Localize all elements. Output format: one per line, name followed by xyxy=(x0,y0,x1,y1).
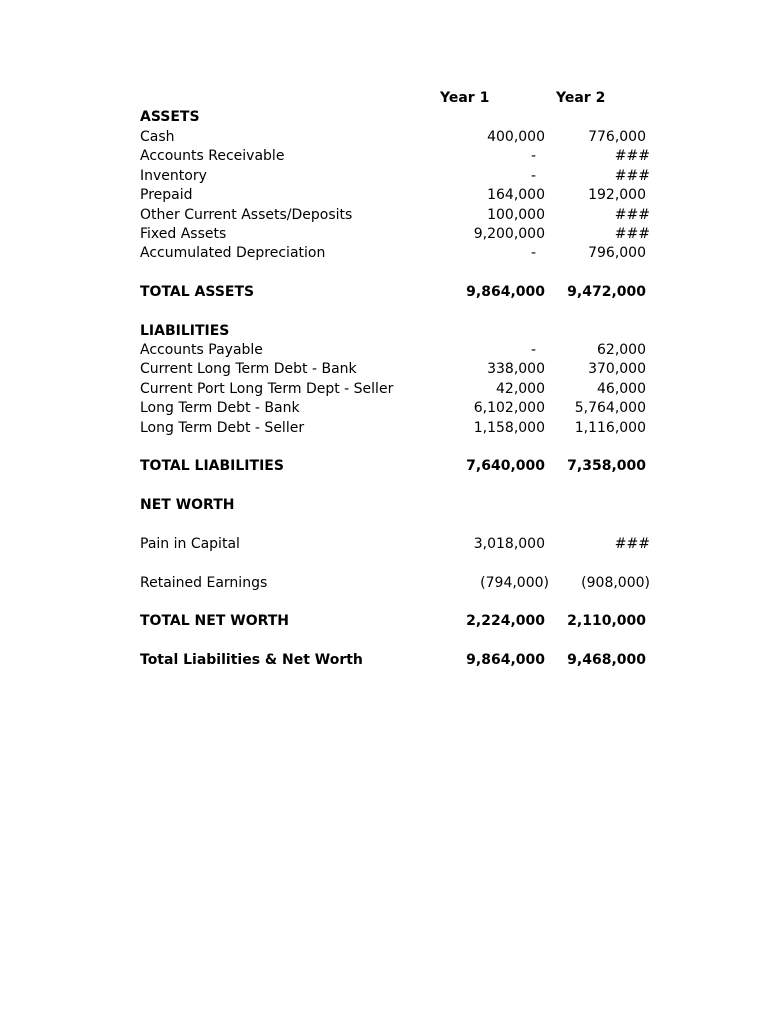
capital-row xyxy=(0,535,768,554)
row-label: Other Current Assets/Deposits xyxy=(140,207,353,223)
net-worth-heading: NET WORTH xyxy=(140,497,235,513)
year2-value: ### xyxy=(614,226,650,242)
retained-earnings-row xyxy=(0,574,768,593)
year2-value: 7,358,000 xyxy=(567,458,646,474)
row-label: Inventory xyxy=(140,168,207,184)
year2-header: Year 2 xyxy=(556,90,606,106)
year2-value: 796,000 xyxy=(588,245,646,261)
grand-total-label: Total Liabilities & Net Worth xyxy=(140,652,363,668)
row-label: Cash xyxy=(140,129,175,145)
row-label: Pain in Capital xyxy=(140,536,240,552)
asset-row-prepaid xyxy=(0,186,768,205)
asset-row-accounts-receivable xyxy=(0,147,768,166)
total-net-worth-row xyxy=(0,612,768,631)
asset-row-fixed-assets xyxy=(0,225,768,244)
year2-value: 46,000 xyxy=(597,381,646,397)
year2-value: ### xyxy=(614,168,650,184)
liability-row-current-ltd-bank xyxy=(0,360,768,379)
year1-value: 9,864,000 xyxy=(466,652,545,668)
year1-value: - xyxy=(530,168,536,184)
row-label: Fixed Assets xyxy=(140,226,227,242)
year2-value: 9,468,000 xyxy=(567,652,646,668)
year1-value: 400,000 xyxy=(487,129,545,145)
year1-value: 3,018,000 xyxy=(473,536,545,552)
liability-row-current-port-seller xyxy=(0,380,768,399)
year2-value: 1,116,000 xyxy=(574,420,646,436)
assets-heading-row xyxy=(0,108,768,127)
total-assets-label: TOTAL ASSETS xyxy=(140,284,255,300)
year1-value: 9,200,000 xyxy=(473,226,545,242)
asset-row-inventory xyxy=(0,167,768,186)
grand-total-row xyxy=(0,651,768,670)
year2-value: 2,110,000 xyxy=(567,613,646,629)
assets-heading: ASSETS xyxy=(140,109,200,125)
row-label: Long Term Debt - Seller xyxy=(140,420,305,436)
year1-value: 100,000 xyxy=(487,207,545,223)
total-liabilities-label: TOTAL LIABILITIES xyxy=(140,458,284,474)
row-label: Current Long Term Debt - Bank xyxy=(140,361,357,377)
net-worth-heading-row xyxy=(0,496,768,515)
year1-value: 2,224,000 xyxy=(466,613,545,629)
year2-value: ### xyxy=(614,536,650,552)
asset-row-accumulated-depreciation xyxy=(0,244,768,263)
total-net-worth-label: TOTAL NET WORTH xyxy=(140,613,290,629)
year1-value: 338,000 xyxy=(487,361,545,377)
year1-value: 9,864,000 xyxy=(466,284,545,300)
column-header-row xyxy=(0,89,768,108)
year1-value: - xyxy=(530,148,536,164)
asset-row-cash xyxy=(0,128,768,147)
year2-value: 192,000 xyxy=(588,187,646,203)
year1-value: - xyxy=(530,342,536,358)
row-label: Accumulated Depreciation xyxy=(140,245,326,261)
year1-value: 42,000 xyxy=(496,381,545,397)
year2-value: 370,000 xyxy=(588,361,646,377)
row-label: Accounts Receivable xyxy=(140,148,285,164)
year1-value: 7,640,000 xyxy=(466,458,545,474)
year1-value: 6,102,000 xyxy=(473,400,545,416)
year1-value: - xyxy=(530,245,536,261)
total-liabilities-row xyxy=(0,457,768,476)
asset-row-other-current xyxy=(0,206,768,225)
year2-value: 62,000 xyxy=(597,342,646,358)
year2-value: 5,764,000 xyxy=(574,400,646,416)
total-assets-row xyxy=(0,283,768,302)
year2-value: ### xyxy=(614,148,650,164)
liabilities-heading: LIABILITIES xyxy=(140,323,230,339)
year1-value: 164,000 xyxy=(487,187,545,203)
row-label: Prepaid xyxy=(140,187,193,203)
year2-value: 776,000 xyxy=(588,129,646,145)
liabilities-heading-row xyxy=(0,322,768,341)
row-label: Retained Earnings xyxy=(140,575,268,591)
row-label: Current Port Long Term Dept - Seller xyxy=(140,381,394,397)
liability-row-accounts-payable xyxy=(0,341,768,360)
liability-row-ltd-seller xyxy=(0,419,768,438)
year2-value: ### xyxy=(614,207,650,223)
year2-value: (908,000) xyxy=(581,575,650,591)
liability-row-ltd-bank xyxy=(0,399,768,418)
year1-header: Year 1 xyxy=(440,90,490,106)
year2-value: 9,472,000 xyxy=(567,284,646,300)
year1-value: 1,158,000 xyxy=(473,420,545,436)
row-label: Accounts Payable xyxy=(140,342,263,358)
row-label: Long Term Debt - Bank xyxy=(140,400,300,416)
year1-value: (794,000) xyxy=(480,575,549,591)
